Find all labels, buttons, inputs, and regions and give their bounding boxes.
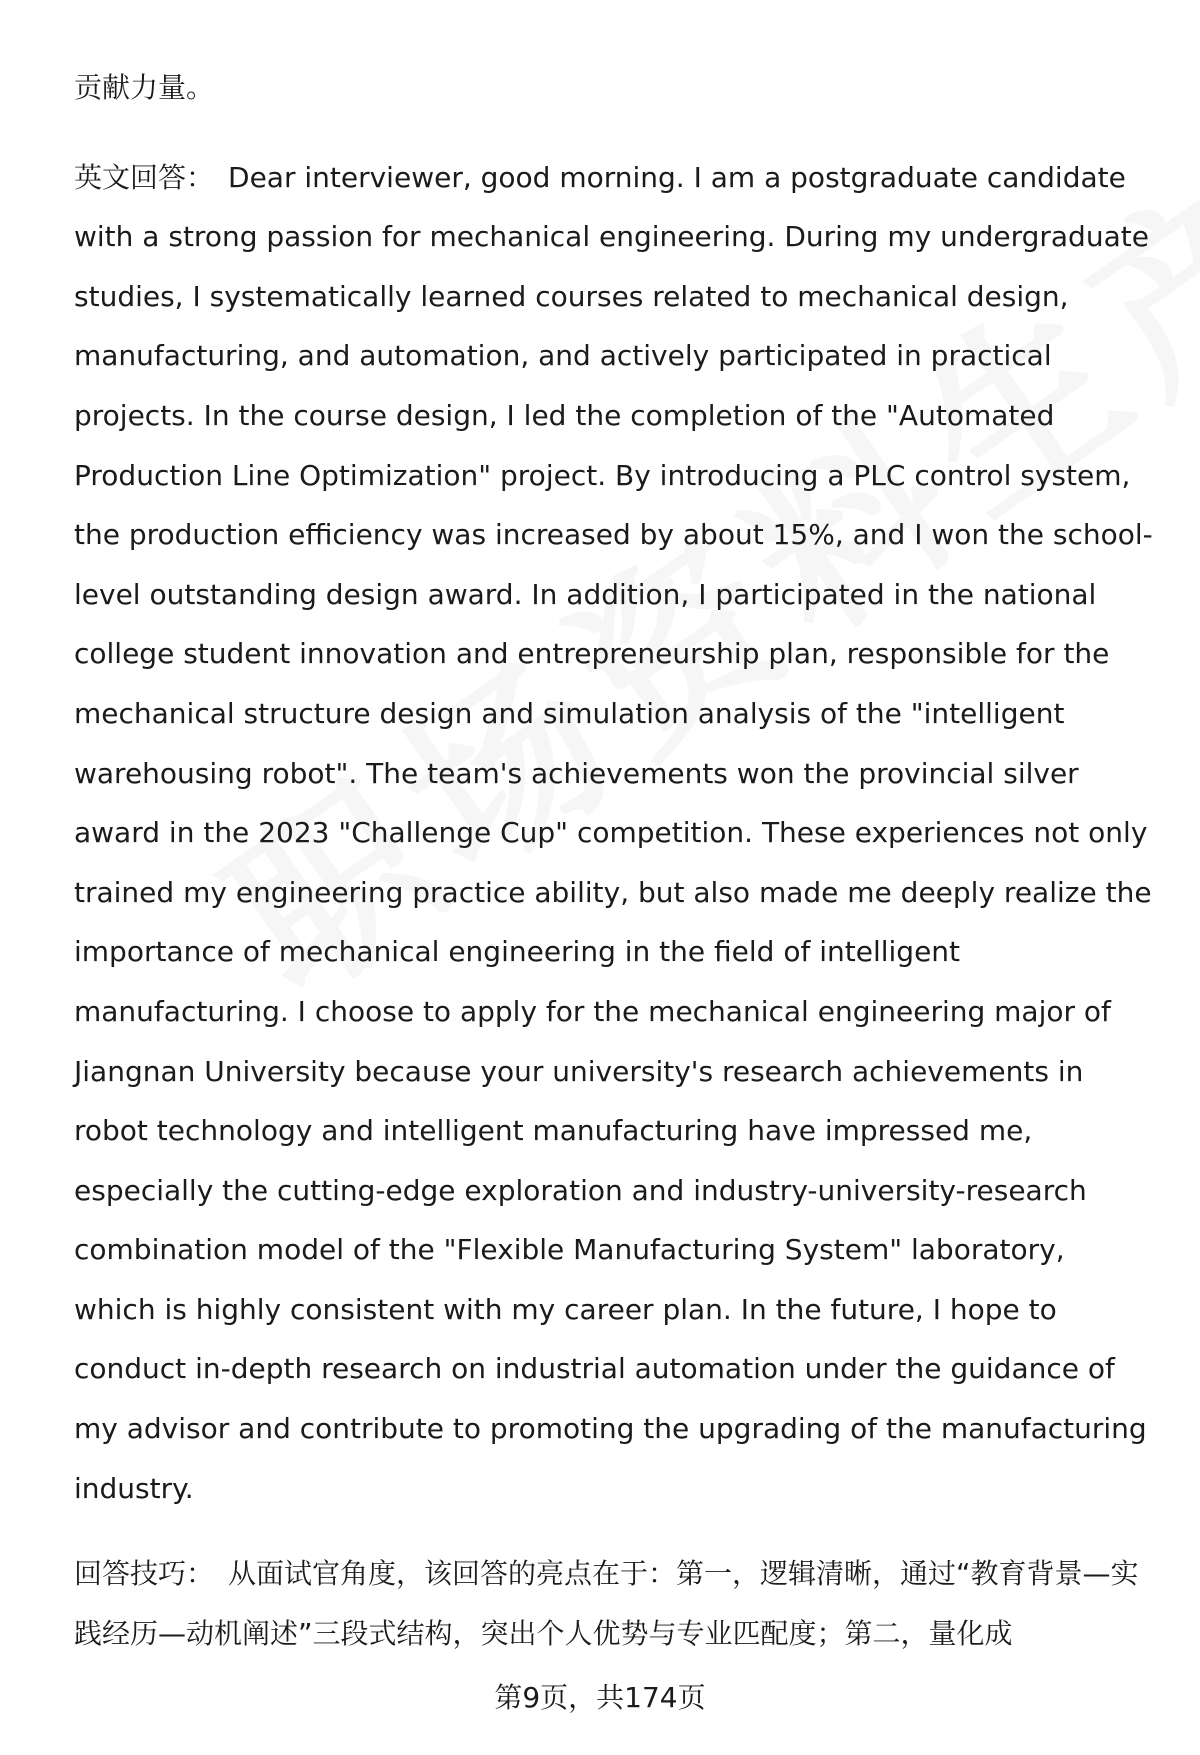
- page-number-footer: 第9页，共174页: [494, 1681, 706, 1714]
- tips-label: 回答技巧：: [74, 1557, 215, 1591]
- tips-text: 从面试官角度，该回答的亮点在于：第一，逻辑清晰，通过“教育背景—实践经历—动机阐述”三段式结构，突出个人优势与专业匹配度；第二，量化成: [74, 1557, 1139, 1650]
- english-answer-label: 英文回答：: [74, 160, 215, 194]
- english-answer-paragraph: [74, 148, 1154, 1519]
- intro-tail-paragraph: 贡献力量。: [74, 71, 215, 104]
- tips-paragraph: [74, 1544, 1154, 1663]
- english-answer-text: Dear interviewer, good morning. I am a postgraduate candidate with a strong passion for mechanical engineering. During my undergraduate studies, I systematically learned courses related to mechanical design, manufacturing, and automation, and actively participated in practical projects. In the course design, I led the completion of the "Automated Production Line Optimization" project. By introducing a PLC control system, the production efficiency was increased by about 15%, and I won the school-level outstanding design award. In addition, I participated in the national college student innovation and entrepreneurship plan, responsible for the mechanical structure design and simulation analysis of the "intelligent warehousing robot". The team's achievements won the provincial silver award in the 2023 "Challenge Cup" competition. These experiences not only trained my engineering practice ability, but also made me deeply realize the importance of mechanical engineering in the field of intelligent manufacturing. I choose to apply for the mechanical engineering major of Jiangnan University because your university's research achievements in robot technology and intelligent manufacturing have impressed me, especially the cutting-edge exploration and industry-university-research combination model of the "Flexible Manufacturing System" laboratory, which is highly consistent with my career plan. In the future, I hope to conduct in-depth research on industrial automation under the guidance of my advisor and contribute to promoting the upgrading of the manufacturing industry.: [74, 160, 1153, 1505]
- document-page: [74, 58, 1154, 1663]
